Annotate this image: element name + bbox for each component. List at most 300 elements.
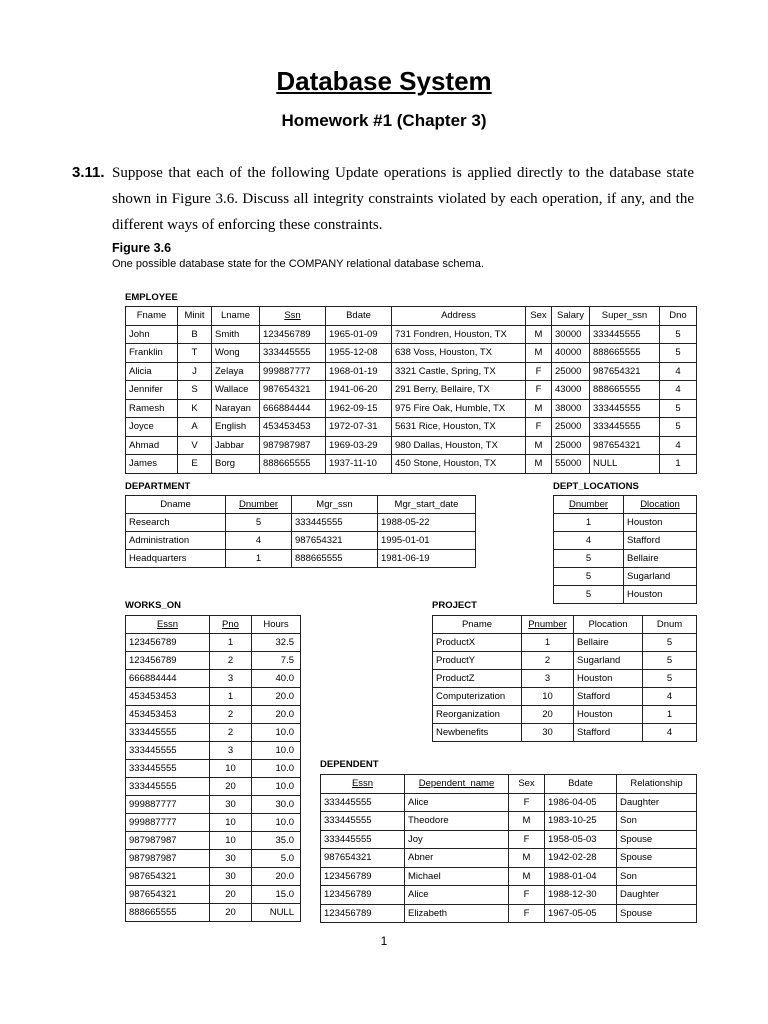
table-row bbox=[126, 814, 301, 832]
table-cell: Ramesh bbox=[126, 399, 178, 418]
table-cell: 30 bbox=[210, 796, 252, 814]
column-header-label: Dependent_name bbox=[418, 778, 495, 790]
table-cell: 987654321 bbox=[292, 532, 378, 550]
table-cell: 4 bbox=[554, 532, 624, 550]
column-header-label: Dnumber bbox=[238, 499, 279, 510]
table-cell: Joy bbox=[405, 830, 509, 849]
table-cell: 10.0 bbox=[252, 814, 301, 832]
table-cell: 5 bbox=[660, 325, 697, 344]
table-cell: 333445555 bbox=[321, 830, 405, 849]
column-header-label: Address bbox=[441, 310, 476, 322]
figure-caption: One possible database state for the COMPANY relational database schema. bbox=[112, 258, 484, 270]
column-header bbox=[552, 307, 590, 326]
table-cell: 5 bbox=[660, 418, 697, 437]
table-cell: 123456789 bbox=[321, 886, 405, 905]
table-row bbox=[126, 670, 301, 688]
dept-locations-table-label: DEPT_LOCATIONS bbox=[553, 481, 639, 492]
employee-table bbox=[125, 306, 697, 474]
table-cell: 2 bbox=[210, 724, 252, 742]
table-cell: M bbox=[526, 325, 552, 344]
table-cell: Houston bbox=[624, 586, 697, 604]
table-cell: 3 bbox=[210, 670, 252, 688]
table-cell: V bbox=[178, 436, 212, 455]
table-cell: Spouse bbox=[617, 830, 697, 849]
table-cell: F bbox=[526, 418, 552, 437]
project-table bbox=[432, 615, 697, 742]
table-cell: 30 bbox=[210, 868, 252, 886]
table-cell: 987987987 bbox=[260, 436, 326, 455]
column-header-label: Pno bbox=[222, 619, 239, 630]
table-cell: F bbox=[509, 793, 545, 812]
table-cell: Research bbox=[126, 514, 226, 532]
table-cell: 5 bbox=[660, 399, 697, 418]
table-row bbox=[321, 812, 697, 831]
table-cell: 333445555 bbox=[590, 399, 660, 418]
table-cell: 980 Dallas, Houston, TX bbox=[392, 436, 526, 455]
column-header bbox=[526, 307, 552, 326]
column-header-label: Fname bbox=[136, 310, 167, 322]
figure-title: Figure 3.6 bbox=[112, 241, 172, 255]
table-cell: John bbox=[126, 325, 178, 344]
table-cell: Bellaire bbox=[624, 550, 697, 568]
dept-locations-table bbox=[553, 495, 697, 604]
table-cell: Stafford bbox=[574, 724, 643, 742]
table-row bbox=[126, 652, 301, 670]
table-cell: 987654321 bbox=[126, 868, 210, 886]
question-number: 3.11. bbox=[72, 164, 105, 181]
table-cell: 7.5 bbox=[252, 652, 301, 670]
table-cell: 1986-04-05 bbox=[545, 793, 617, 812]
table-cell: 10 bbox=[522, 688, 574, 706]
table-cell: 1988-12-30 bbox=[545, 886, 617, 905]
column-header bbox=[590, 307, 660, 326]
table-cell: 333445555 bbox=[590, 418, 660, 437]
table-cell: 888665555 bbox=[292, 550, 378, 568]
table-cell: 1981-06-19 bbox=[378, 550, 476, 568]
table-header-row bbox=[433, 616, 697, 634]
page-number: 1 bbox=[380, 934, 388, 948]
table-cell: 2 bbox=[522, 652, 574, 670]
column-header-label: Bdate bbox=[568, 778, 593, 790]
table-cell: ProductX bbox=[433, 634, 522, 652]
table-row bbox=[126, 634, 301, 652]
table-row bbox=[321, 830, 697, 849]
table-cell: 2 bbox=[210, 706, 252, 724]
table-cell: 5 bbox=[226, 514, 292, 532]
table-cell: 123456789 bbox=[321, 867, 405, 886]
table-cell: 1988-05-22 bbox=[378, 514, 476, 532]
table-cell: Bellaire bbox=[574, 634, 643, 652]
table-cell: 987654321 bbox=[260, 381, 326, 400]
table-cell: 123456789 bbox=[321, 904, 405, 923]
table-header-row bbox=[321, 775, 697, 794]
table-cell: Elizabeth bbox=[405, 904, 509, 923]
table-cell: 30 bbox=[522, 724, 574, 742]
table-cell: Jennifer bbox=[126, 381, 178, 400]
column-header bbox=[292, 496, 378, 514]
table-cell: 1972-07-31 bbox=[326, 418, 392, 437]
table-cell: 5 bbox=[554, 586, 624, 604]
table-row bbox=[126, 868, 301, 886]
table-cell: 1988-01-04 bbox=[545, 867, 617, 886]
table-cell: T bbox=[178, 344, 212, 363]
table-row bbox=[126, 325, 697, 344]
table-cell: Borg bbox=[212, 455, 260, 474]
column-header bbox=[126, 307, 178, 326]
table-row bbox=[126, 742, 301, 760]
table-cell: Abner bbox=[405, 849, 509, 868]
department-table-label: DEPARTMENT bbox=[125, 481, 191, 492]
table-cell: 5 bbox=[660, 344, 697, 363]
works-on-table bbox=[125, 615, 301, 922]
table-cell: James bbox=[126, 455, 178, 474]
table-cell: 5 bbox=[643, 634, 697, 652]
dependent-table bbox=[320, 774, 697, 923]
table-row bbox=[126, 778, 301, 796]
column-header bbox=[545, 775, 617, 794]
column-header bbox=[574, 616, 643, 634]
table-cell: 5 bbox=[643, 652, 697, 670]
table-cell: M bbox=[526, 436, 552, 455]
table-row bbox=[554, 586, 697, 604]
table-row bbox=[126, 344, 697, 363]
table-cell: Alice bbox=[405, 886, 509, 905]
column-header bbox=[126, 616, 210, 634]
column-header-label: Mgr_ssn bbox=[316, 499, 353, 510]
table-cell: A bbox=[178, 418, 212, 437]
column-header bbox=[405, 775, 509, 794]
column-header-label: Pnumber bbox=[528, 619, 567, 630]
table-row bbox=[126, 418, 697, 437]
table-cell: 3321 Castle, Spring, TX bbox=[392, 362, 526, 381]
table-cell: 20 bbox=[522, 706, 574, 724]
column-header-label: Super_ssn bbox=[601, 310, 648, 322]
table-row bbox=[321, 904, 697, 923]
table-cell: F bbox=[509, 904, 545, 923]
table-cell: 975 Fire Oak, Humble, TX bbox=[392, 399, 526, 418]
table-row bbox=[126, 362, 697, 381]
table-cell: 1 bbox=[554, 514, 624, 532]
table-row bbox=[433, 652, 697, 670]
column-header bbox=[433, 616, 522, 634]
table-cell: 987654321 bbox=[321, 849, 405, 868]
table-cell: F bbox=[509, 886, 545, 905]
table-row bbox=[126, 796, 301, 814]
table-cell: 731 Fondren, Houston, TX bbox=[392, 325, 526, 344]
dependent-table-label: DEPENDENT bbox=[320, 759, 379, 770]
table-cell: 10 bbox=[210, 760, 252, 778]
column-header-label: Minit bbox=[184, 310, 205, 322]
table-cell: 10 bbox=[210, 832, 252, 850]
table-row bbox=[321, 849, 697, 868]
table-cell: 40000 bbox=[552, 344, 590, 363]
table-cell: 987654321 bbox=[590, 362, 660, 381]
table-cell: 987987987 bbox=[126, 832, 210, 850]
table-cell: Sugarland bbox=[624, 568, 697, 586]
table-cell: M bbox=[509, 812, 545, 831]
column-header-label: Dnum bbox=[656, 619, 683, 630]
table-cell: 20 bbox=[210, 886, 252, 904]
employee-table-label: EMPLOYEE bbox=[125, 292, 178, 303]
table-cell: 453453453 bbox=[260, 418, 326, 437]
column-header bbox=[210, 616, 252, 634]
table-cell: Stafford bbox=[574, 688, 643, 706]
table-row bbox=[554, 532, 697, 550]
table-cell: NULL bbox=[590, 455, 660, 474]
table-cell: 987654321 bbox=[126, 886, 210, 904]
table-cell: M bbox=[509, 849, 545, 868]
table-cell: Alicia bbox=[126, 362, 178, 381]
table-cell: 40.0 bbox=[252, 670, 301, 688]
table-cell: Jabbar bbox=[212, 436, 260, 455]
table-cell: 25000 bbox=[552, 362, 590, 381]
table-cell: Son bbox=[617, 867, 697, 886]
table-cell: E bbox=[178, 455, 212, 474]
column-header bbox=[126, 496, 226, 514]
table-row bbox=[433, 670, 697, 688]
table-cell: Spouse bbox=[617, 849, 697, 868]
table-cell: 123456789 bbox=[126, 634, 210, 652]
column-header-label: Essn bbox=[156, 619, 179, 630]
table-cell: K bbox=[178, 399, 212, 418]
table-cell: 1968-01-19 bbox=[326, 362, 392, 381]
table-cell: Wong bbox=[212, 344, 260, 363]
column-header bbox=[226, 496, 292, 514]
table-cell: 666884444 bbox=[126, 670, 210, 688]
table-cell: 1995-01-01 bbox=[378, 532, 476, 550]
table-row bbox=[126, 514, 476, 532]
table-cell: 3 bbox=[210, 742, 252, 760]
table-cell: 666884444 bbox=[260, 399, 326, 418]
table-row bbox=[321, 886, 697, 905]
column-header-label: Ssn bbox=[284, 310, 301, 322]
table-cell: 333445555 bbox=[126, 742, 210, 760]
table-cell: 999887777 bbox=[126, 796, 210, 814]
column-header-label: Lname bbox=[220, 310, 251, 322]
table-cell: 1969-03-29 bbox=[326, 436, 392, 455]
column-header bbox=[326, 307, 392, 326]
table-cell: 1 bbox=[660, 455, 697, 474]
table-cell: 5 bbox=[554, 568, 624, 586]
table-cell: 30000 bbox=[552, 325, 590, 344]
table-cell: Sugarland bbox=[574, 652, 643, 670]
table-cell: 1955-12-08 bbox=[326, 344, 392, 363]
table-cell: 3 bbox=[522, 670, 574, 688]
table-cell: 1 bbox=[210, 634, 252, 652]
column-header bbox=[252, 616, 301, 634]
table-cell: Ahmad bbox=[126, 436, 178, 455]
column-header-label: Dno bbox=[669, 310, 687, 322]
table-cell: 20.0 bbox=[252, 688, 301, 706]
table-row bbox=[126, 436, 697, 455]
table-cell: 333445555 bbox=[126, 778, 210, 796]
column-header bbox=[178, 307, 212, 326]
table-cell: English bbox=[212, 418, 260, 437]
column-header bbox=[392, 307, 526, 326]
column-header-label: Mgr_start_date bbox=[394, 499, 459, 510]
table-row bbox=[126, 886, 301, 904]
department-table bbox=[125, 495, 476, 568]
table-row bbox=[126, 832, 301, 850]
table-row bbox=[433, 634, 697, 652]
table-cell: M bbox=[526, 344, 552, 363]
column-header-label: Dlocation bbox=[640, 499, 680, 510]
table-cell: 453453453 bbox=[126, 688, 210, 706]
table-cell: 38000 bbox=[552, 399, 590, 418]
table-cell: 15.0 bbox=[252, 886, 301, 904]
table-cell: 5 bbox=[554, 550, 624, 568]
table-cell: Narayan bbox=[212, 399, 260, 418]
column-header-label: Sex bbox=[518, 778, 535, 790]
table-cell: 333445555 bbox=[260, 344, 326, 363]
table-cell: Theodore bbox=[405, 812, 509, 831]
table-cell: 55000 bbox=[552, 455, 590, 474]
table-cell: Franklin bbox=[126, 344, 178, 363]
table-row bbox=[433, 688, 697, 706]
column-header bbox=[212, 307, 260, 326]
column-header-label: Bdate bbox=[346, 310, 371, 322]
table-cell: 1 bbox=[226, 550, 292, 568]
table-header-row bbox=[126, 496, 476, 514]
column-header-label: Plocation bbox=[588, 619, 628, 630]
table-cell: 4 bbox=[226, 532, 292, 550]
table-header-row bbox=[126, 307, 697, 326]
table-cell: 333445555 bbox=[590, 325, 660, 344]
table-row bbox=[554, 550, 697, 568]
table-cell: 10.0 bbox=[252, 778, 301, 796]
table-row bbox=[433, 724, 697, 742]
column-header bbox=[660, 307, 697, 326]
table-cell: 638 Voss, Houston, TX bbox=[392, 344, 526, 363]
table-header-row bbox=[554, 496, 697, 514]
table-cell: Wallace bbox=[212, 381, 260, 400]
table-row bbox=[126, 688, 301, 706]
project-table-label: PROJECT bbox=[432, 600, 477, 611]
table-cell: 25000 bbox=[552, 418, 590, 437]
column-header-label: Essn bbox=[351, 778, 374, 790]
table-cell: F bbox=[526, 362, 552, 381]
table-cell: 1941-06-20 bbox=[326, 381, 392, 400]
table-cell: 1983-10-25 bbox=[545, 812, 617, 831]
column-header bbox=[260, 307, 326, 326]
document-title: Database System bbox=[276, 66, 492, 96]
table-cell: Joyce bbox=[126, 418, 178, 437]
table-cell: 20.0 bbox=[252, 868, 301, 886]
table-cell: 888665555 bbox=[260, 455, 326, 474]
table-row bbox=[126, 381, 697, 400]
table-cell: 333445555 bbox=[292, 514, 378, 532]
table-cell: S bbox=[178, 381, 212, 400]
table-row bbox=[126, 904, 301, 922]
table-cell: 35.0 bbox=[252, 832, 301, 850]
table-cell: 1958-05-03 bbox=[545, 830, 617, 849]
question-text: Suppose that each of the following Update operations is applied directly to the database state shown in Figure 3.6. Discuss all integrity constraints violated by each operation, if any, and the different ways of enforcing these constraints. bbox=[112, 165, 694, 233]
table-cell: Headquarters bbox=[126, 550, 226, 568]
table-cell: 1942-02-28 bbox=[545, 849, 617, 868]
table-cell: ProductY bbox=[433, 652, 522, 670]
table-cell: J bbox=[178, 362, 212, 381]
table-cell: 20 bbox=[210, 778, 252, 796]
table-cell: 1967-05-05 bbox=[545, 904, 617, 923]
table-cell: 123456789 bbox=[260, 325, 326, 344]
table-cell: 4 bbox=[660, 381, 697, 400]
table-row bbox=[126, 724, 301, 742]
table-cell: 10 bbox=[210, 814, 252, 832]
column-header bbox=[509, 775, 545, 794]
table-cell: 30.0 bbox=[252, 796, 301, 814]
table-cell: M bbox=[509, 867, 545, 886]
table-row bbox=[554, 568, 697, 586]
table-row bbox=[126, 760, 301, 778]
table-cell: 10.0 bbox=[252, 760, 301, 778]
table-cell: 2 bbox=[210, 652, 252, 670]
table-cell: Alice bbox=[405, 793, 509, 812]
table-cell: 450 Stone, Houston, TX bbox=[392, 455, 526, 474]
column-header-label: Relationship bbox=[630, 778, 683, 790]
table-cell: 10.0 bbox=[252, 742, 301, 760]
table-cell: F bbox=[526, 381, 552, 400]
table-cell: 4 bbox=[643, 688, 697, 706]
column-header bbox=[554, 496, 624, 514]
table-cell: 987654321 bbox=[590, 436, 660, 455]
table-cell: Houston bbox=[624, 514, 697, 532]
table-cell: Stafford bbox=[624, 532, 697, 550]
table-cell: Spouse bbox=[617, 904, 697, 923]
table-cell: 987987987 bbox=[126, 850, 210, 868]
table-cell: 1 bbox=[522, 634, 574, 652]
column-header bbox=[617, 775, 697, 794]
table-cell: 291 Berry, Bellaire, TX bbox=[392, 381, 526, 400]
table-cell: 453453453 bbox=[126, 706, 210, 724]
table-cell: 999887777 bbox=[260, 362, 326, 381]
table-cell: 1 bbox=[210, 688, 252, 706]
table-row bbox=[126, 850, 301, 868]
table-cell: 20.0 bbox=[252, 706, 301, 724]
table-cell: Daughter bbox=[617, 793, 697, 812]
table-row bbox=[126, 532, 476, 550]
column-header-label: Dnumber bbox=[568, 499, 609, 510]
column-header-label: Hours bbox=[263, 619, 289, 630]
table-cell: 30 bbox=[210, 850, 252, 868]
table-row bbox=[554, 514, 697, 532]
column-header bbox=[321, 775, 405, 794]
table-cell: 333445555 bbox=[321, 793, 405, 812]
column-header bbox=[643, 616, 697, 634]
table-cell: Son bbox=[617, 812, 697, 831]
table-cell: Computerization bbox=[433, 688, 522, 706]
column-header bbox=[522, 616, 574, 634]
column-header-label: Dname bbox=[160, 499, 191, 510]
column-header-label: Salary bbox=[557, 310, 584, 322]
document-subtitle: Homework #1 (Chapter 3) bbox=[281, 111, 487, 130]
table-cell: 333445555 bbox=[126, 724, 210, 742]
table-cell: 888665555 bbox=[590, 381, 660, 400]
table-cell: 4 bbox=[660, 436, 697, 455]
table-cell: F bbox=[509, 830, 545, 849]
table-cell: ProductZ bbox=[433, 670, 522, 688]
table-cell: M bbox=[526, 399, 552, 418]
table-cell: 4 bbox=[643, 724, 697, 742]
table-cell: 1965-01-09 bbox=[326, 325, 392, 344]
table-row bbox=[126, 550, 476, 568]
table-row bbox=[321, 867, 697, 886]
table-cell: Smith bbox=[212, 325, 260, 344]
table-cell: 10.0 bbox=[252, 724, 301, 742]
works-on-table-label: WORKS_ON bbox=[125, 600, 181, 611]
column-header-label: Pname bbox=[461, 619, 493, 630]
table-row bbox=[126, 455, 697, 474]
table-cell: 888665555 bbox=[590, 344, 660, 363]
